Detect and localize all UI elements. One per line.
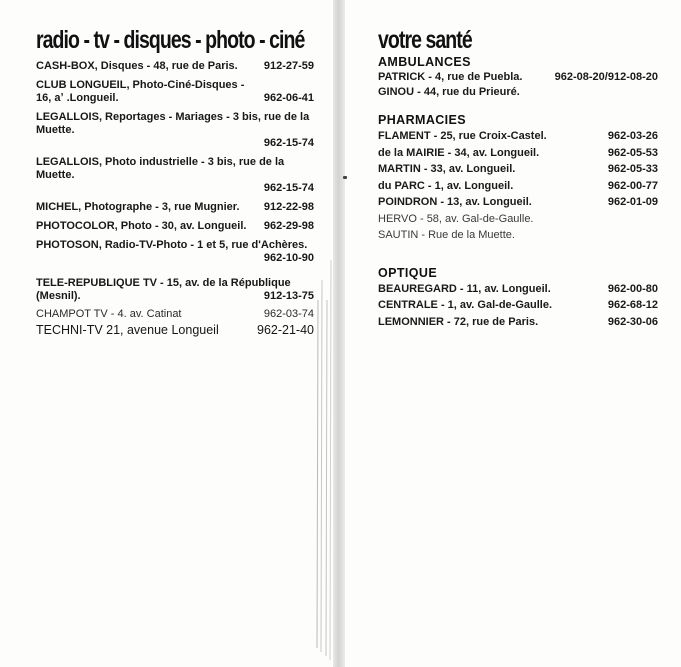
list-item [378, 211, 658, 228]
entry-text: CHAMPOT TV - 4. av. Catinat [36, 308, 182, 320]
list-item [378, 161, 658, 178]
list-item [378, 128, 658, 145]
entry-phone: 912-22-98 [263, 201, 314, 213]
entry-text: PHOTOSON, Radio-TV-Photo - 1 et 5, rue d'Achères. [36, 239, 308, 251]
right-sections [378, 55, 658, 330]
entry-phone: 912-13-75 [263, 290, 314, 302]
entry-phone: 962-68-12 [607, 299, 658, 311]
entry-text: LEMONNIER - 72, rue de Paris. [378, 315, 539, 328]
entry-text: BEAUREGARD - 11, av. Longueil. [378, 282, 551, 295]
entry-phone: 962-10-90 [263, 252, 314, 264]
list-item [378, 281, 658, 298]
entry-text: PATRICK - 4, rue de Puebla. [378, 71, 523, 83]
list-item [36, 220, 314, 233]
entry-phone: 962-15-74 [263, 137, 314, 149]
entry-text: TELE-REPUBLIQUE TV - 15, av. de la République [36, 277, 291, 289]
list-item [36, 60, 314, 73]
section-heading: AMBULANCES [378, 55, 471, 69]
entry-text: Muette. [36, 124, 75, 136]
entry-phone: 962-00-77 [607, 179, 658, 192]
entry-text: CASH-BOX, Disques - 48, rue de Paris. [36, 60, 238, 72]
entry-phone: 962-01-09 [607, 196, 658, 208]
entry-text: HERVO - 58, av. Gal-de-Gaulle. [378, 212, 534, 225]
entry-text: MARTIN - 33, av. Longueil. [378, 163, 516, 175]
entry-text: MICHEL, Photographe - 3, rue Mugnier. [36, 201, 240, 213]
entry-text: GINOU - 44, rue du Prieuré. [378, 86, 520, 98]
list-item [36, 79, 314, 105]
list-item [378, 194, 658, 211]
list-item [378, 227, 658, 244]
list-item [36, 239, 314, 265]
entry-text: Muette. [36, 169, 75, 181]
entry-phone: 912-27-59 [263, 60, 314, 72]
section-pharmacies [378, 113, 658, 244]
entry-text: POINDRON - 13, av. Longueil. [378, 196, 532, 208]
entry-phone: 962-15-74 [263, 182, 314, 194]
entry-text: FLAMENT - 25, rue Croix-Castel. [378, 130, 547, 142]
entry-text: SAUTIN - Rue de la Muette. [378, 229, 515, 241]
entry-phone: 962-30-06 [607, 315, 658, 328]
left-entries-list [36, 60, 314, 343]
entry-phone: 962-00-80 [607, 282, 658, 295]
book-gutter [333, 0, 345, 667]
section-optique [378, 266, 658, 331]
section-heading: OPTIQUE [378, 265, 438, 280]
entry-text: CENTRALE - 1, av. Gal-de-Gaulle. [378, 299, 552, 311]
entry-phone: 962-03-26 [607, 130, 658, 142]
entry-phone: 962-05-33 [607, 163, 658, 175]
left-page-title: radio - tv - disques - photo - ciné [36, 26, 305, 54]
entry-phone: 962-05-53 [607, 146, 658, 159]
list-item [378, 178, 658, 195]
section-heading: PHARMACIES [378, 113, 467, 127]
list-item [36, 324, 314, 337]
entry-phone: 962-21-40 [257, 323, 314, 337]
list-item [378, 70, 658, 85]
entry-phone: 962-08-20/912-08-20 [554, 71, 658, 83]
right-page-title: votre santé [378, 26, 472, 54]
list-item [378, 297, 658, 314]
list-item [378, 145, 658, 162]
entry-text: TECHNI-TV 21, avenue Longueil [36, 323, 219, 337]
entry-text: du PARC - 1, av. Longueil. [378, 179, 514, 192]
entry-phone: 962-06-41 [263, 92, 314, 104]
list-item [36, 201, 314, 214]
list-item [378, 85, 658, 100]
entry-phone: 962-29-98 [263, 220, 314, 232]
ink-speck [343, 176, 347, 179]
entry-text: LEGALLOIS, Photo industrielle - 3 bis, rue de la [36, 156, 285, 168]
entry-text: 16, aʼ .Longueil. [36, 92, 119, 104]
entry-text: PHOTOCOLOR, Photo - 30, av. Longueil. [36, 220, 247, 232]
entry-text: CLUB LONGUEIL, Photo-Ciné-Disques - [36, 79, 245, 91]
entry-text: de la MAIRIE - 34, av. Longueil. [378, 146, 540, 159]
list-item [36, 156, 314, 195]
list-item [36, 111, 314, 150]
entry-text: LEGALLOIS, Reportages - Mariages - 3 bis, rue de la [36, 111, 310, 123]
list-item [36, 308, 314, 321]
list-item [378, 314, 658, 331]
entry-phone: 962-03-74 [263, 308, 314, 320]
section-ambulances [378, 55, 658, 100]
entry-text: (Mesnil). [36, 290, 81, 302]
list-item [36, 277, 314, 303]
